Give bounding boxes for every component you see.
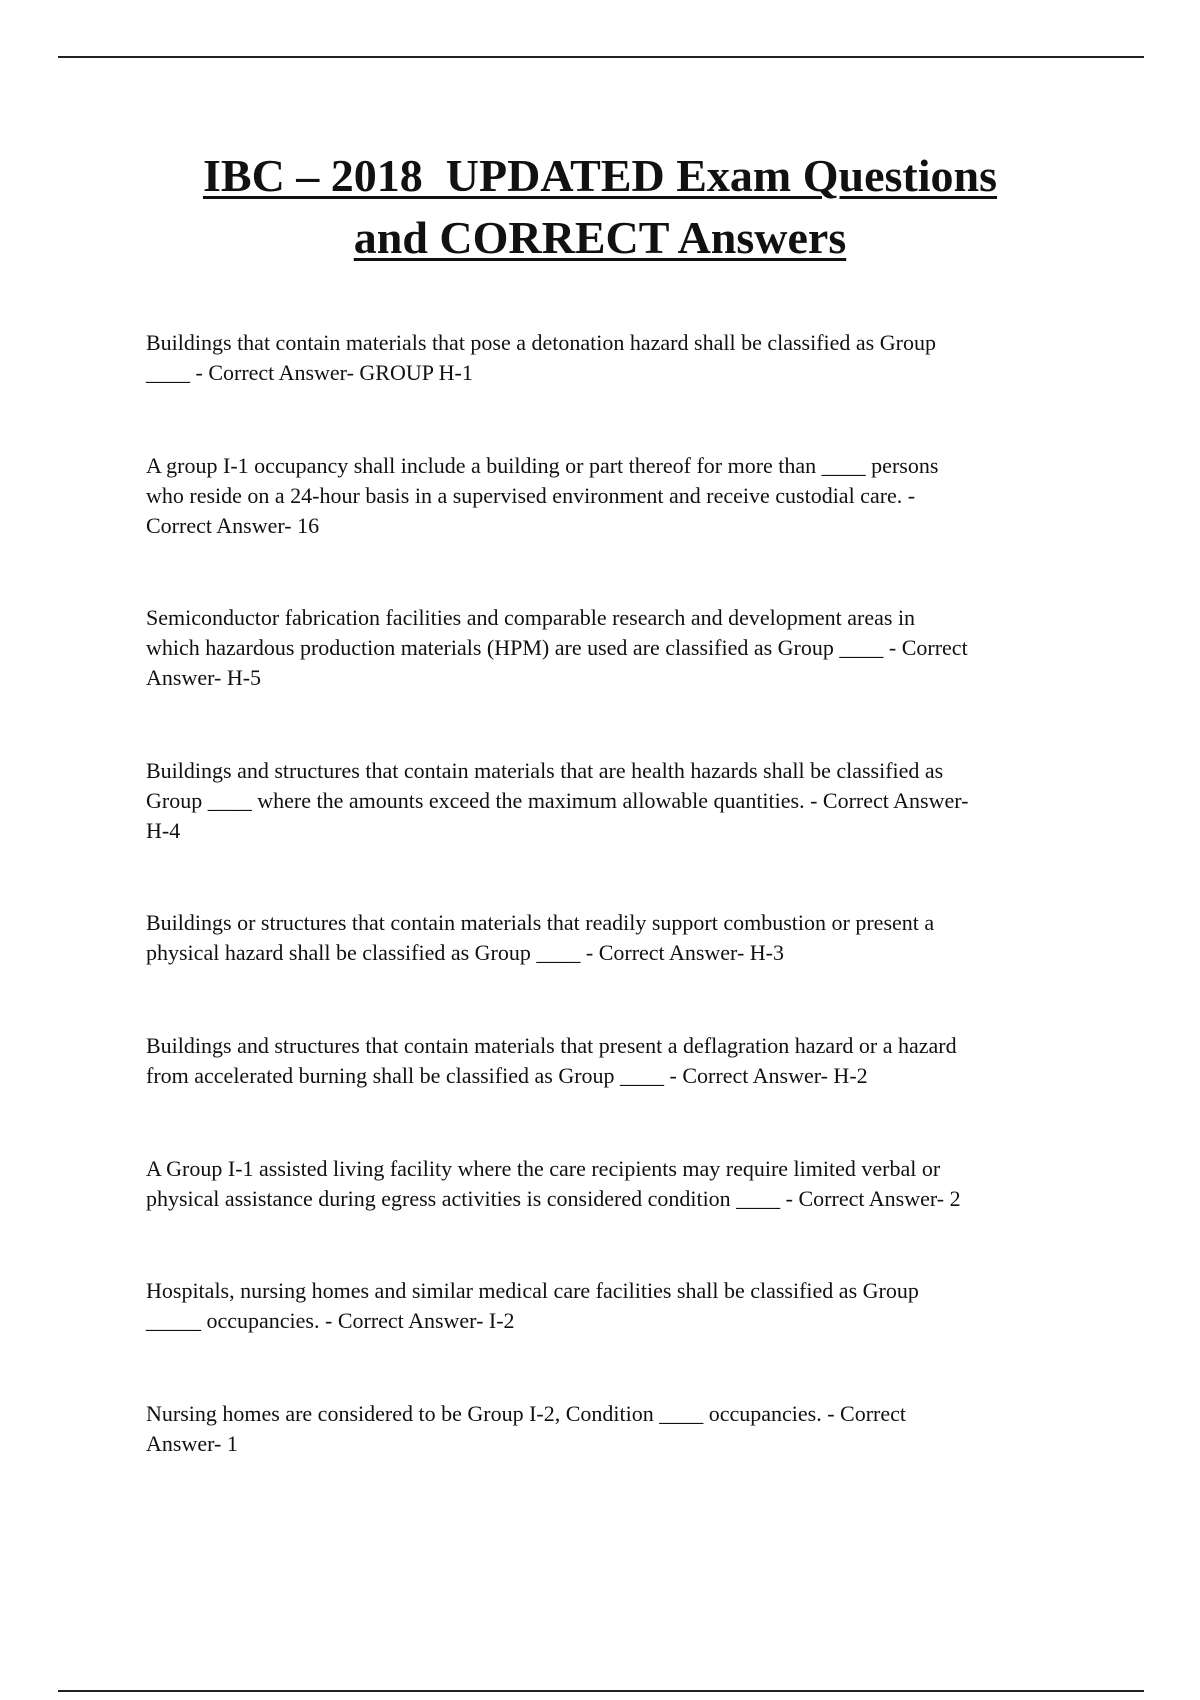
- question-text-line: Group ____ where the amounts exceed the maximum allowable quantities. - Correct Answer-: [146, 788, 969, 813]
- question-text-line: Nursing homes are considered to be Group I-2, Condition ____ occupancies. - Correct: [146, 1401, 907, 1426]
- question-text-line: physical assistance during egress activities is considered condition ____ - Correct Answer- 2: [146, 1186, 961, 1211]
- document-title: [0, 145, 1200, 269]
- question-text-line: Buildings and structures that contain materials that are health hazards shall be classified as: [146, 758, 944, 783]
- question-answer-item: [146, 451, 1066, 541]
- question-text-line: _____ occupancies. - Correct Answer- I-2: [146, 1308, 515, 1333]
- question-text-line: which hazardous production materials (HPM) are used are classified as Group ____ - Correct: [146, 635, 968, 660]
- document-title-line-1: IBC – 2018 UPDATED Exam Questions: [203, 150, 997, 201]
- question-text-line: A Group I-1 assisted living facility where the care recipients may require limited verbal or: [146, 1156, 941, 1181]
- question-answer-item: [146, 756, 1066, 846]
- question-text-line: from accelerated burning shall be classified as Group ____ - Correct Answer- H-2: [146, 1063, 868, 1088]
- question-answer-item: [146, 908, 1066, 968]
- question-text-line: H-4: [146, 818, 181, 843]
- question-text-line: Answer- 1: [146, 1431, 238, 1456]
- question-text-line: Correct Answer- 16: [146, 513, 320, 538]
- question-answer-item: [146, 328, 1066, 388]
- question-answer-item: [146, 603, 1066, 693]
- question-text-line: Semiconductor fabrication facilities and comparable research and development areas in: [146, 605, 916, 630]
- question-answer-item: [146, 1399, 1066, 1459]
- question-text-line: Answer- H-5: [146, 665, 262, 690]
- question-text-line: A group I-1 occupancy shall include a building or part thereof for more than ____ persons: [146, 453, 939, 478]
- question-answer-item: [146, 1276, 1066, 1336]
- bottom-rule: [58, 1690, 1144, 1692]
- question-text-line: ____ - Correct Answer- GROUP H-1: [146, 360, 473, 385]
- top-rule: [58, 56, 1144, 58]
- question-answer-item: [146, 1154, 1066, 1214]
- question-text-line: who reside on a 24-hour basis in a supervised environment and receive custodial care. -: [146, 483, 916, 508]
- question-text-line: Buildings or structures that contain materials that readily support combustion or present a: [146, 910, 935, 935]
- question-text-line: physical hazard shall be classified as Group ____ - Correct Answer- H-3: [146, 940, 784, 965]
- question-answer-item: [146, 1031, 1066, 1091]
- question-text-line: Buildings and structures that contain materials that present a deflagration hazard or a hazard: [146, 1033, 957, 1058]
- question-text-line: Buildings that contain materials that pose a detonation hazard shall be classified as Group: [146, 330, 936, 355]
- question-text-line: Hospitals, nursing homes and similar medical care facilities shall be classified as Group: [146, 1278, 919, 1303]
- document-title-line-2: and CORRECT Answers: [353, 212, 847, 263]
